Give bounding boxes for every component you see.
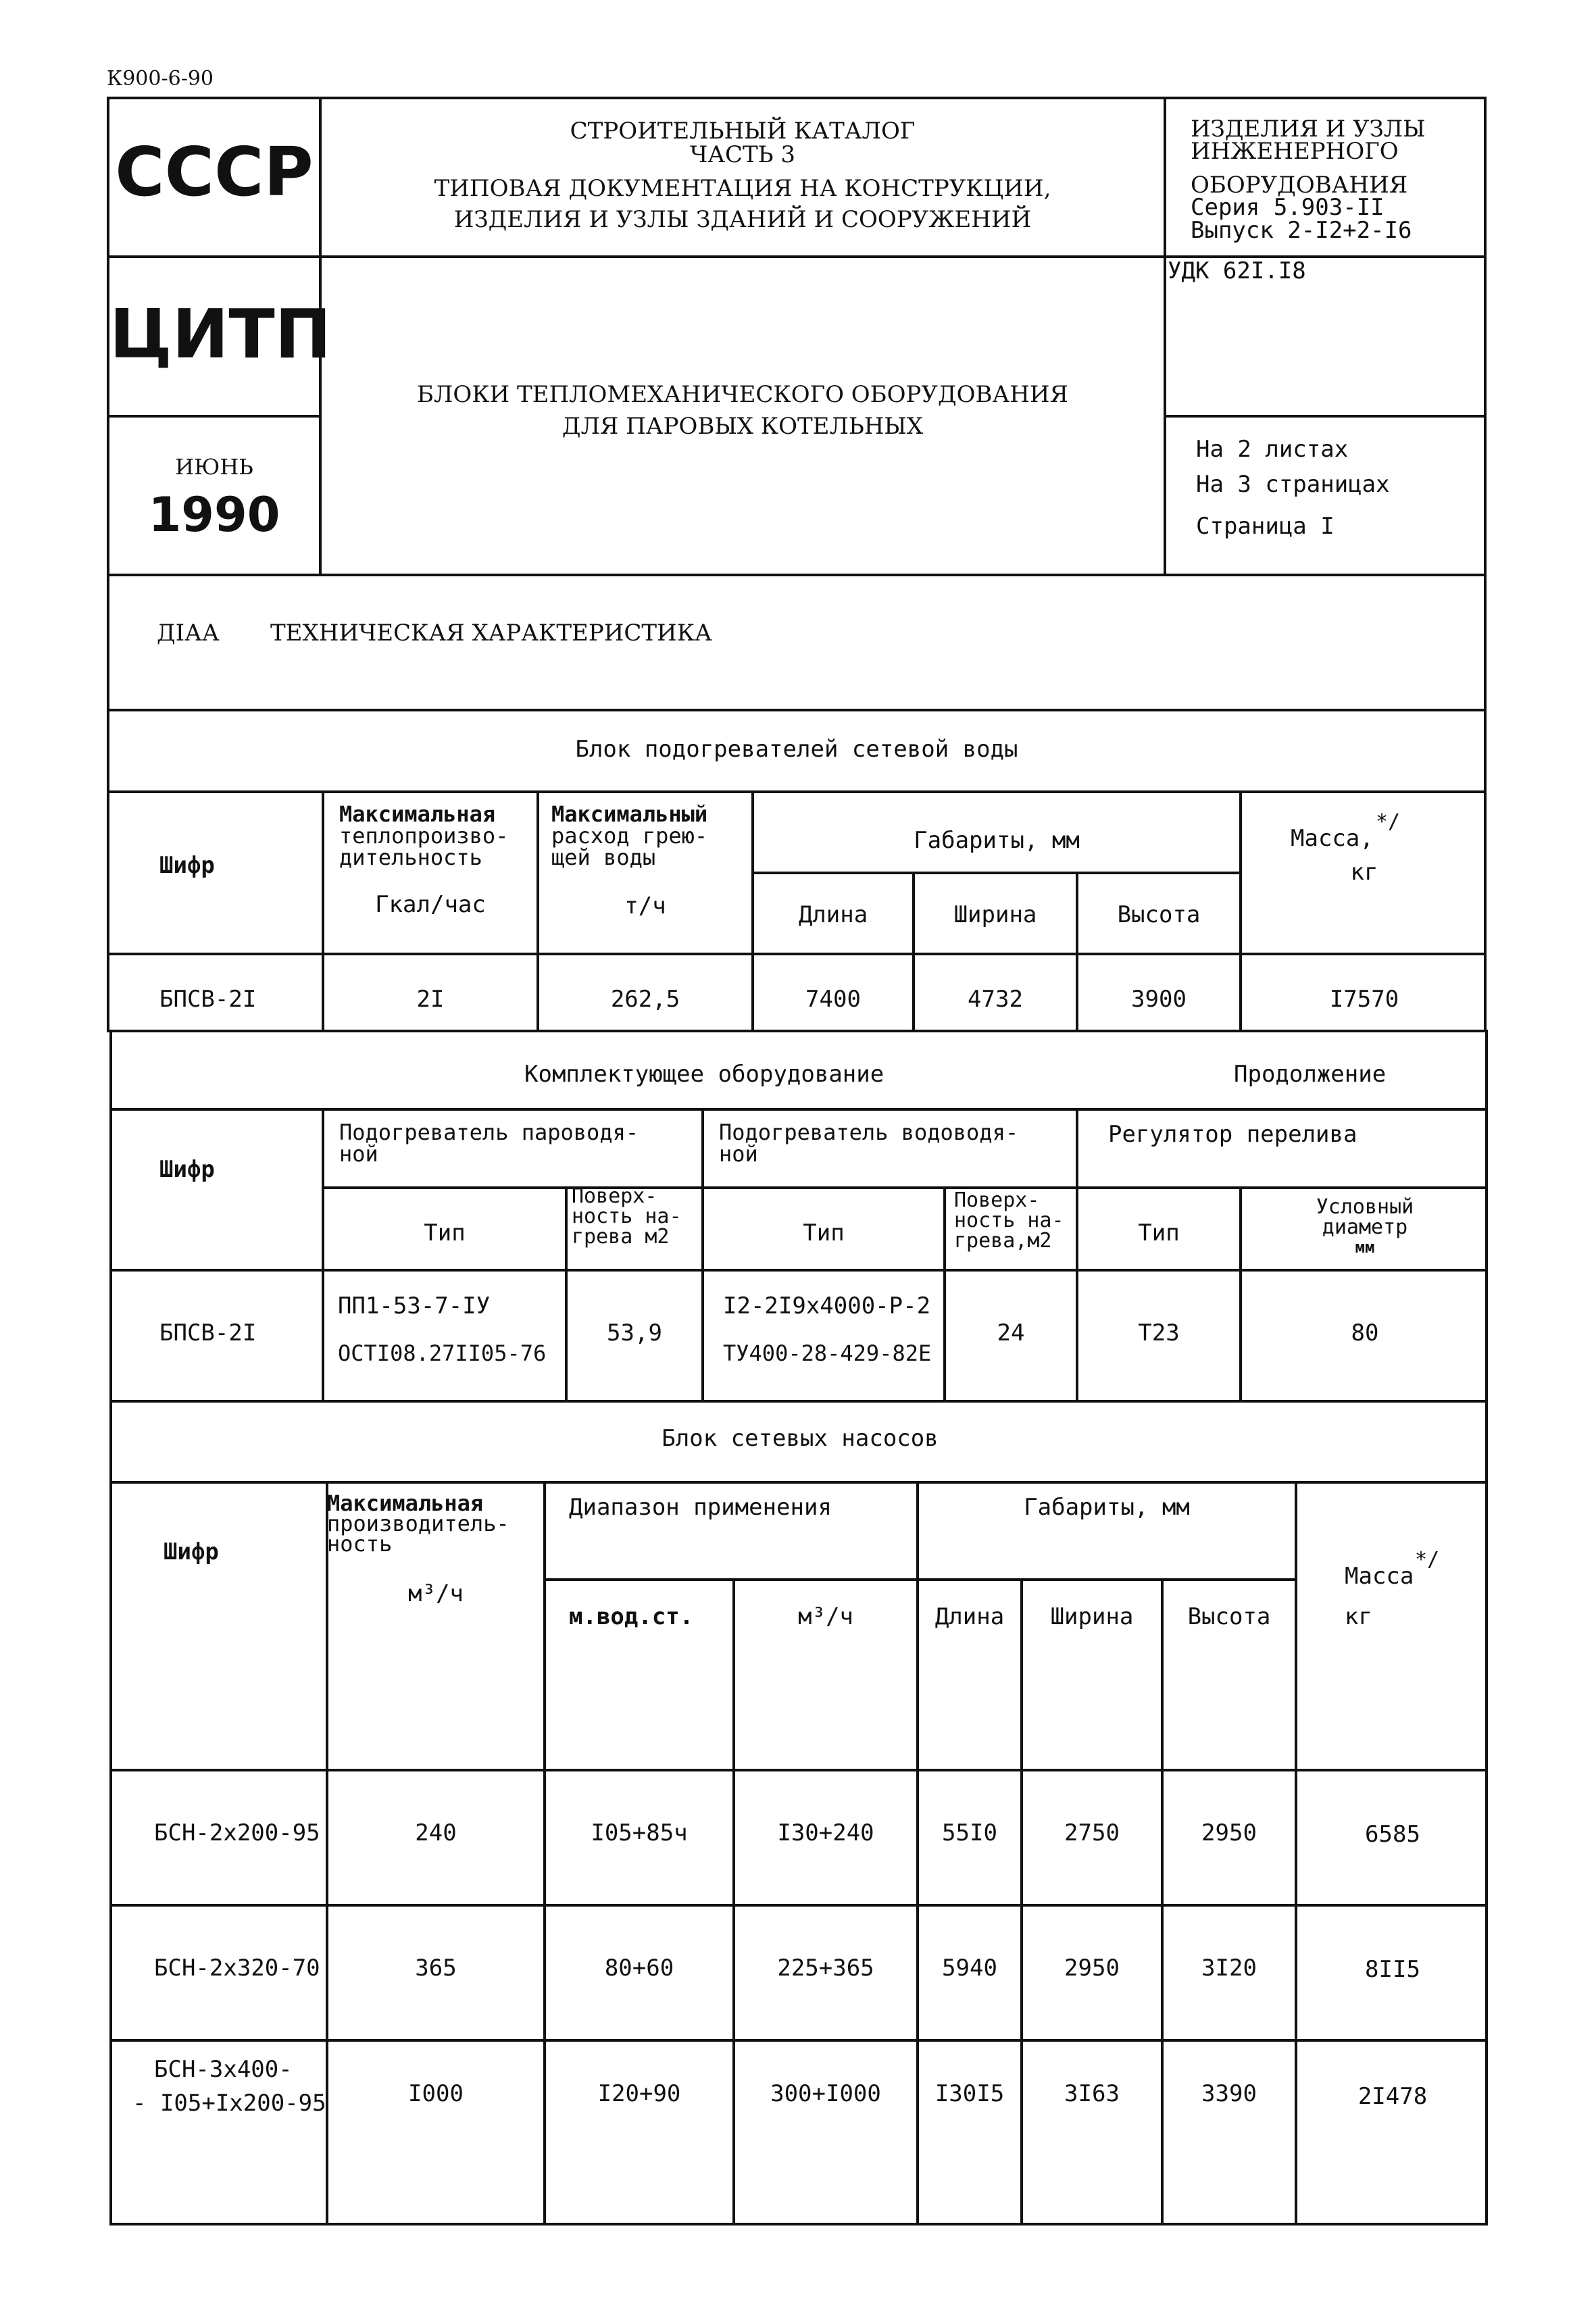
page-count: На 3 страницах xyxy=(1196,471,1390,498)
header-rule-3 xyxy=(1164,415,1487,418)
publication-year: 1990 xyxy=(148,487,280,543)
t2-col-5 xyxy=(1076,1108,1078,1403)
t1-rule-caption xyxy=(107,790,1487,793)
t2-header-steam-1: Подогреватель пароводя- xyxy=(339,1120,639,1145)
header-rule-2 xyxy=(107,415,319,418)
t2-header-water-type: Тип xyxy=(803,1219,845,1247)
t3-row3-prod: I000 xyxy=(408,2080,464,2107)
t3-row2-cipher: БСН-2х320-70 xyxy=(154,1955,320,1982)
table2-caption: Комплектующее оборудование xyxy=(524,1061,884,1088)
t2-rule-header xyxy=(109,1269,1488,1272)
t2-header-steam-surf-2: ность на- xyxy=(572,1205,682,1228)
org-citp: ЦИТП xyxy=(109,295,332,374)
t2-header-steam-surf-3: грева м2 xyxy=(572,1225,670,1249)
t2-header-water-surf-1: Поверх- xyxy=(954,1188,1040,1212)
t3-col-5 xyxy=(1020,1578,1023,2225)
t3-row1-cipher: БСН-2х200-95 xyxy=(154,1819,320,1846)
t3-row3-width: 3I63 xyxy=(1064,2080,1120,2107)
t3-row1-prod: 240 xyxy=(415,1819,457,1846)
t2-header-water-surf-3: грева,м2 xyxy=(954,1229,1052,1253)
t2-header-water-2: ной xyxy=(719,1141,758,1167)
t1-header-heat-unit: Гкал/час xyxy=(375,891,486,918)
table3-caption: Блок сетевых насосов xyxy=(662,1425,939,1452)
t2-header-water-surf-2: ность на- xyxy=(954,1209,1064,1232)
t2-cell-cipher: БПСВ-2I xyxy=(159,1319,257,1347)
t2-cell-steam-type-1: ПП1-53-7-IУ xyxy=(338,1292,491,1319)
t3-rule-sub xyxy=(543,1578,1297,1581)
t3-col-4 xyxy=(916,1481,919,2225)
category-line-3: ОБОРУДОВАНИЯ xyxy=(1191,172,1408,199)
t1-header-heat-2: теплопроизво- xyxy=(339,823,509,849)
catalog-part: ЧАСТЬ 3 xyxy=(689,141,796,168)
t2-cell-steam-surf: 53,9 xyxy=(607,1319,662,1347)
t2-rule-sub xyxy=(322,1186,1488,1189)
t1-rule-header xyxy=(107,953,1487,955)
t3-row2-length: 5940 xyxy=(942,1955,997,1982)
t3-row3-height: 3390 xyxy=(1201,2080,1257,2107)
t2-cell-reg-type: Т23 xyxy=(1138,1319,1180,1347)
t1-header-height: Высота xyxy=(1117,901,1201,928)
t2-header-water-1: Подогреватель водоводя- xyxy=(719,1120,1019,1145)
t1-cell-cipher: БПСВ-2I xyxy=(159,986,257,1013)
t3-header-prod-1: Максимальная xyxy=(327,1490,484,1516)
t1-header-heat-3: дительность xyxy=(339,845,482,870)
t1-header-flow-1: Максимальный xyxy=(551,801,708,827)
t3-rule-header xyxy=(109,1769,1488,1771)
document-title-2: ДЛЯ ПАРОВЫХ КОТЕЛЬНЫХ xyxy=(562,413,924,440)
t2-header-steam-2: ной xyxy=(339,1141,378,1167)
catalog-title: СТРОИТЕЛЬНЫЙ КАТАЛОГ xyxy=(570,118,916,145)
t2-col-2 xyxy=(565,1186,568,1403)
t2-col-3 xyxy=(701,1108,704,1403)
t3-row2-mass: 8II5 xyxy=(1365,1956,1420,1983)
t2-col-1 xyxy=(322,1108,324,1403)
t3-row1-width: 2750 xyxy=(1064,1819,1120,1846)
t3-row3-cipher-1: БСН-3х400- xyxy=(154,2056,293,2083)
t3-row2-width: 2950 xyxy=(1064,1955,1120,1982)
header-divider-right xyxy=(1164,97,1166,576)
t3-row2-head: 80+60 xyxy=(604,1955,674,1982)
udk-code: УДК 62I.I8 xyxy=(1168,257,1306,284)
t1-cell-mass: I7570 xyxy=(1329,986,1399,1013)
t2-cell-water-type-2: ТУ400-28-429-82Е xyxy=(723,1340,932,1366)
t3-header-length: Длина xyxy=(934,1603,1005,1630)
document-code: К900-6-90 xyxy=(107,67,214,91)
t3-row1-flow: I30+240 xyxy=(777,1819,874,1846)
t3-col-6 xyxy=(1161,1578,1164,2225)
t3-header-flow: м³/ч xyxy=(798,1603,853,1630)
t1-header-width: Ширина xyxy=(953,901,1037,928)
t3-header-range: Диапазон применения xyxy=(569,1494,832,1521)
t2-header-diam-2: диаметр xyxy=(1322,1215,1408,1239)
page-number: Страница I xyxy=(1196,513,1335,540)
t3-rule-row2 xyxy=(109,2039,1488,2042)
t3-row3-length: I30I5 xyxy=(934,2080,1005,2107)
t3-row2-prod: 365 xyxy=(415,1955,457,1982)
sheet-count: На 2 листах xyxy=(1196,436,1349,463)
t3-col-3 xyxy=(732,1578,735,2225)
catalog-subtitle-2: ИЗДЕЛИЯ И УЗЛЫ ЗДАНИЙ И СООРУЖЕНИЙ xyxy=(453,206,1032,233)
t1-rule-dims xyxy=(751,872,1239,874)
t3-row1-head: I05+85ч xyxy=(591,1819,688,1846)
t1-cell-length: 7400 xyxy=(805,986,861,1013)
t3-row3-mass: 2I478 xyxy=(1357,2083,1428,2110)
t3-header-head: м.вод.ст. xyxy=(569,1603,694,1630)
t2-cell-water-type-1: I2-2I9х4000-Р-2 xyxy=(723,1292,931,1319)
catalog-subtitle-1: ТИПОВАЯ ДОКУМЕНТАЦИЯ НА КОНСТРУКЦИИ, xyxy=(434,175,1051,202)
t3-row1-mass: 6585 xyxy=(1365,1821,1420,1848)
publication-month: ИЮНЬ xyxy=(175,454,253,480)
t2-header-diam-3: мм xyxy=(1355,1238,1375,1257)
t1-cell-width: 4732 xyxy=(968,986,1023,1013)
section-code: ДIАА xyxy=(157,620,220,647)
series-number: Серия 5.903-II xyxy=(1191,194,1385,221)
t2-header-reg-type: Тип xyxy=(1138,1219,1180,1247)
t3-header-prod-unit: м³/ч xyxy=(408,1580,464,1607)
t3-header-prod-2: производитель- xyxy=(327,1511,509,1536)
t1-header-cipher: Шифр xyxy=(159,852,215,879)
t3-row2-height: 3I20 xyxy=(1201,1955,1257,1982)
org-ussr: СССР xyxy=(115,132,314,211)
category-line-1: ИЗДЕЛИЯ И УЗЛЫ xyxy=(1191,116,1426,143)
t2-rule-caption xyxy=(109,1108,1488,1111)
t2-header-steam-type: Тип xyxy=(424,1219,466,1247)
t3-row3-cipher-2: - I05+Iх200-95 xyxy=(132,2090,326,2117)
t2-header-steam-surf-1: Поверх- xyxy=(572,1184,657,1208)
t2-header-cipher: Шифр xyxy=(159,1156,215,1183)
t1-header-flow-3: щей воды xyxy=(551,845,656,870)
t3-header-height: Высота xyxy=(1187,1603,1271,1630)
t2-header-regulator: Регулятор перелива xyxy=(1108,1121,1357,1148)
t3-row2-flow: 225+365 xyxy=(777,1955,874,1982)
t3-header-mass: Масса xyxy=(1345,1563,1414,1590)
section-title: ТЕХНИЧЕСКАЯ ХАРАКТЕРИСТИКА xyxy=(270,620,712,647)
t3-header-mass-star: */ xyxy=(1415,1548,1440,1571)
t1-cell-heat: 2I xyxy=(416,986,445,1013)
t3-header-prod-3: ность xyxy=(327,1531,393,1557)
t2-col-4 xyxy=(943,1186,946,1403)
t3-row3-head: I20+90 xyxy=(597,2080,681,2107)
t1-header-length: Длина xyxy=(798,901,868,928)
t3-row1-height: 2950 xyxy=(1201,1819,1257,1846)
t1-header-mass: Масса, xyxy=(1291,825,1374,852)
t2-cell-water-surf: 24 xyxy=(997,1319,1025,1347)
t3-header-mass-unit: кг xyxy=(1345,1603,1372,1630)
category-line-2: ИНЖЕНЕРНОГО xyxy=(1191,138,1399,165)
t3-row1-length: 55I0 xyxy=(942,1819,997,1846)
t3-col-2 xyxy=(543,1481,546,2225)
t3-header-dims: Габариты, мм xyxy=(1024,1494,1190,1521)
t1-header-flow-2: расход грею- xyxy=(551,823,708,849)
t1-header-flow-unit: т/ч xyxy=(624,892,666,920)
t1-cell-flow: 262,5 xyxy=(610,986,680,1013)
t1-header-heat-1: Максимальная xyxy=(339,801,496,827)
t3-col-7 xyxy=(1295,1481,1297,2225)
t1-header-mass-unit: кг xyxy=(1350,859,1378,886)
table2-continued: Продолжение xyxy=(1234,1061,1387,1088)
issue-number: Выпуск 2-I2+2-I6 xyxy=(1191,217,1412,244)
t3-header-cipher: Шифр xyxy=(164,1538,219,1565)
table1-caption: Блок подогревателей сетевой воды xyxy=(575,736,1018,763)
t1-cell-height: 3900 xyxy=(1131,986,1187,1013)
t3-header-width: Ширина xyxy=(1050,1603,1134,1630)
document-title-1: БЛОКИ ТЕПЛОМЕХАНИЧЕСКОГО ОБОРУДОВАНИЯ xyxy=(417,381,1068,408)
t2-cell-steam-type-2: ОСТI08.27II05-76 xyxy=(338,1340,547,1366)
t3-rule-row1 xyxy=(109,1904,1488,1907)
t3-rule-caption xyxy=(109,1481,1488,1484)
t3-row3-flow: 300+I000 xyxy=(770,2080,881,2107)
t2-cell-reg-diam: 80 xyxy=(1351,1319,1379,1347)
t2-header-diam-1: Условный xyxy=(1316,1195,1414,1219)
t1-header-mass-star: */ xyxy=(1376,810,1401,834)
t1-header-dims: Габариты, мм xyxy=(914,827,1080,854)
